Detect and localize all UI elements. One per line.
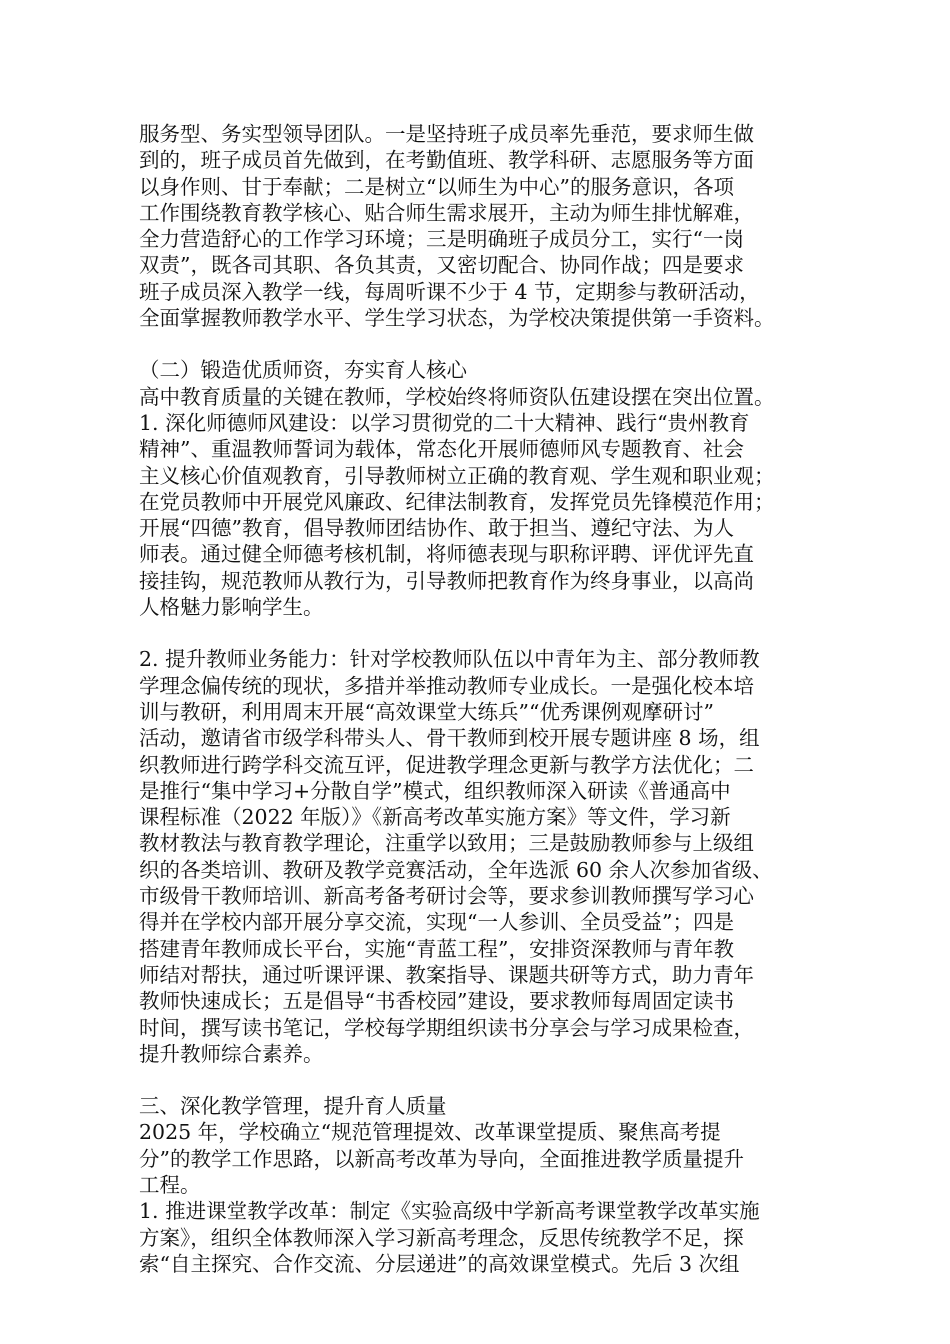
text-line: 1. 推进课堂教学改革：制定《实验高级中学新高考课堂教学改革实施 [139,1199,760,1224]
text-line: 1. 深化师德师风建设：以学习贯彻党的二十大精神、践行“贵州教育 [139,410,750,435]
text-line: 方案》，组织全体教师深入学习新高考理念，反思传统教学不足，探 [139,1225,744,1250]
text-line: 提升教师综合素养。 [139,1041,324,1066]
text-line: 2025 年，学校确立“规范管理提效、改革课堂提质、聚焦高考提 [139,1120,721,1145]
text-line: 2. 提升教师业务能力：针对学校教师队伍以中青年为主、部分教师教 [139,647,760,672]
text-line: 学理念偏传统的现状，多措并举推动教师专业成长。一是强化校本培 [139,673,754,698]
text-line: 以身作则、甘于奉献；二是树立“以师生为中心”的服务意识，各项 [139,174,734,199]
paragraph-gap [139,1067,829,1093]
paragraph-gap [139,620,829,646]
paragraph [139,1093,829,1277]
text-line: 市级骨干教师培训、新高考备考研讨会等，要求参训教师撰写学习心 [139,884,754,909]
text-line: 主义核心价值观教育，引导教师树立正确的教育观、学生观和职业观； [139,463,775,488]
paragraph [139,357,829,620]
text-line: 师结对帮扶，通过听课评课、教案指导、课题共研等方式，助力青年 [139,962,754,987]
text-line: 活动，邀请省市级学科带头人、骨干教师到校开展专题讲座 8 场，组 [139,726,760,751]
text-line: 服务型、务实型领导团队。一是坚持班子成员率先垂范，要求师生做 [139,122,754,146]
text-line: 织的各类培训、教研及教学竞赛活动，全年选派 60 余人次参加省级、 [139,857,773,882]
text-line: 搭建青年教师成长平台，实施“青蓝工程”，安排资深教师与青年教 [139,936,734,961]
text-line: 工作围绕教育教学核心、贴合师生需求展开，主动为师生排忧解难， [139,200,754,225]
text-line: 三、深化教学管理，提升育人质量 [139,1094,447,1119]
text-line: 全力营造舒心的工作学习环境；三是明确班子成员分工，实行“一岗 [139,227,744,252]
text-line: 分”的教学工作思路，以新高考改革为导向，全面推进教学质量提升 [139,1146,744,1171]
text-line: 得并在学校内部开展分享交流，实现“一人参训、全员受益”；四是 [139,910,734,935]
text-line: 是推行“集中学习+分散自学”模式，组织教师深入研读《普通高中 [139,778,731,803]
text-line: 课程标准（2022 年版）》《新高考改革实施方案》等文件，学习新 [139,805,731,830]
paragraph-gap [139,331,829,357]
text-line: 师表。通过健全师德考核机制，将师德表现与职称评聘、评优评先直 [139,542,754,567]
text-line: 织教师进行跨学科交流互评，促进教学理念更新与教学方法优化；二 [139,752,754,777]
text-line: 教师快速成长；五是倡导“书香校园”建设，要求教师每周固定读书 [139,989,734,1014]
text-line: 工程。 [139,1172,201,1197]
text-line: 班子成员深入教学一线，每周听课不少于 4 节，定期参与教研活动， [139,279,760,304]
text-line: 接挂钩，规范教师从教行为，引导教师把教育作为终身事业，以高尚 [139,568,754,593]
paragraph [139,646,829,1067]
text-line: 到的，班子成员首先做到，在考勤值班、教学科研、志愿服务等方面 [139,148,754,173]
text-line: 全面掌握教师教学水平、学生学习状态，为学校决策提供第一手资料。 [139,306,775,331]
text-line: 精神”、重温教师誓词为载体，常态化开展师德师风专题教育、社会 [139,437,744,462]
text-line: 开展“四德”教育，倡导教师团结协作、敢于担当、遵纪守法、为人 [139,516,734,541]
text-line: 训与教研，利用周末开展“高效课堂大练兵”“优秀课例观摩研讨” [139,699,714,724]
text-line: 高中教育质量的关键在教师，学校始终将师资队伍建设摆在突出位置。 [139,384,775,409]
text-line: 双责”，既各司其职、各负其责，又密切配合、协同作战；四是要求 [139,253,744,278]
text-line: 在党员教师中开展党风廉政、纪律法制教育，发挥党员先锋模范作用； [139,489,775,514]
document-page [139,121,829,1277]
text-line: 时间，撰写读书笔记，学校每学期组织读书分享会与学习成果检查， [139,1015,754,1040]
text-line: 人格魅力影响学生。 [139,595,324,620]
text-line: （二）锻造优质师资，夯实育人核心 [139,358,467,383]
text-line: 教材教法与教育教学理论，注重学以致用；三是鼓励教师参与上级组 [139,831,754,856]
paragraph [139,121,829,331]
text-line: 索“自主探究、合作交流、分层递进”的高效课堂模式。先后 3 次组 [139,1251,740,1276]
